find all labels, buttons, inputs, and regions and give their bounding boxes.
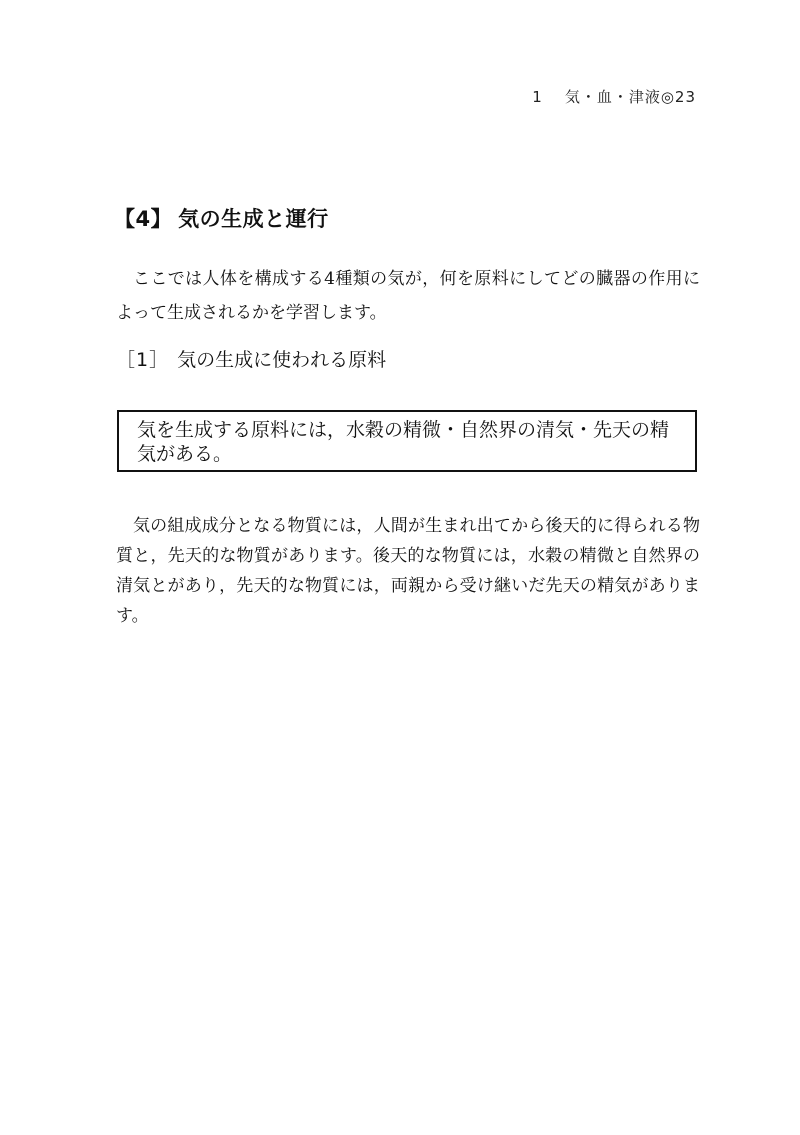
key-point-box bbox=[117, 410, 697, 472]
subsection-heading bbox=[116, 345, 386, 372]
body-paragraph: 気の組成成分となる物質には，人間が生まれ出てから後天的に得られる物質と，先天的な物質があります。後天的な物質には，水穀の精微と自然界の清気とがあり，先天的な物質には，両親から受け継いだ先天の精気があります。 bbox=[116, 516, 700, 626]
section-number: 【4】 bbox=[114, 207, 173, 231]
key-point-text: 気を生成する原料には，水穀の精微・自然界の清気・先天の精気がある。 bbox=[137, 419, 670, 465]
section-heading bbox=[114, 203, 329, 233]
intro-paragraph: ここでは人体を構成する4種類の気が，何を原料にしてどの臓器の作用によって生成されるかを学習します。 bbox=[116, 269, 700, 323]
chapter-number: 1 bbox=[532, 88, 543, 106]
chapter-title: 気・血・津液◎23 bbox=[564, 88, 696, 106]
subsection-title: 気の生成に使われる原料 bbox=[177, 349, 387, 371]
subsection-number: ［1］ bbox=[116, 349, 170, 371]
running-header bbox=[0, 86, 696, 107]
section-title: 気の生成と運行 bbox=[178, 207, 329, 231]
